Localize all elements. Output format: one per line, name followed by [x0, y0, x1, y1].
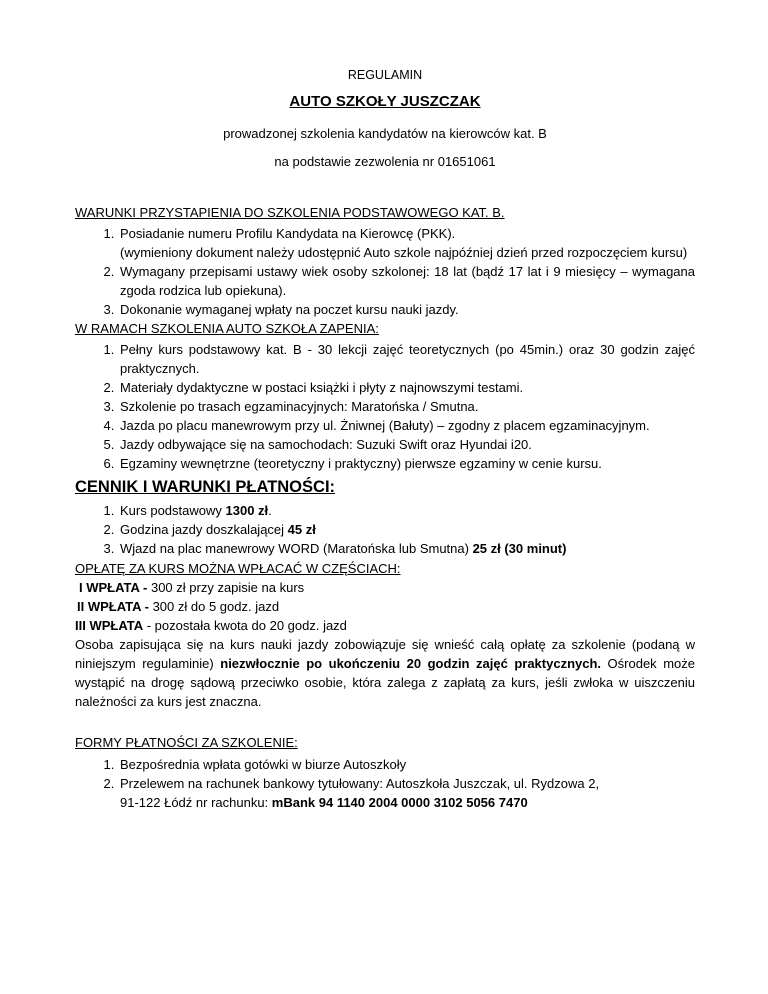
installment-3: [75, 616, 695, 635]
list-item: [118, 520, 695, 539]
installment-text: - pozostała kwota do 20 godz. jazd: [143, 618, 347, 633]
list-item: 2. Materiały dydaktyczne w postaci książki i płyty z najnowszymi testami.: [118, 378, 695, 397]
installment-label: III WPŁATA: [75, 618, 144, 633]
price-label: Wjazd na plac manewrowy WORD (Maratońska lub Smutna): [120, 541, 473, 556]
conditions-list: [75, 224, 695, 319]
installment-2: [75, 597, 695, 616]
condition-note: (wymieniony dokument należy udostępnić Auto szkole najpóźniej dzień przed rozpoczęciem kursu): [120, 245, 688, 260]
condition-text: Posiadanie numeru Profilu Kandydata na Kierowcę (PKK).: [120, 226, 456, 241]
page-title: AUTO SZKOŁY JUSZCZAK: [289, 93, 481, 110]
price-value: 45 zł: [287, 522, 316, 537]
document-page: [75, 0, 695, 812]
provides-list: [75, 340, 695, 473]
installment-1: [75, 578, 695, 597]
transfer-text: 91-122 Łódź nr rachunku:: [120, 795, 272, 810]
transfer-text: Przelewem na rachunek bankowy tytułowany: Autoszkoła Juszczak, ul. Rydzowa 2,: [120, 776, 600, 791]
price-value: 1300 zł: [225, 503, 269, 518]
installment-text: 300 zł do 5 godz. jazd: [152, 599, 280, 614]
bank-account: mBank 94 1140 2004 0000 3102 5056 7470: [271, 795, 528, 810]
installment-label: I WPŁATA -: [79, 580, 151, 595]
list-item: [118, 501, 695, 520]
price-suffix: .: [268, 503, 272, 518]
paragraph-text: Ośrodek może wystąpić na drogę sądową przeciwko osobie, która zalega z zapłatą za kurs, jeśli zwłoka w uiszczeniu należności za kurs jest znaczna.: [75, 656, 695, 709]
list-item: [118, 774, 695, 812]
payment-obligation-paragraph: [75, 635, 695, 711]
price-label: Kurs podstawowy: [120, 503, 226, 518]
price-label: Godzina jazdy doszkalającej: [120, 522, 288, 537]
provides-heading: W RAMACH SZKOLENIA AUTO SZKOŁA ZAPENIA:: [75, 321, 379, 336]
list-item: [118, 224, 695, 262]
installments-heading: OPŁATĘ ZA KURS MOŻNA WPŁACAĆ W CZĘŚCIACH:: [75, 561, 401, 576]
payment-forms-list: [75, 755, 695, 812]
list-item: 1. Pełny kurs podstawowy kat. B - 30 lekcji zajęć teoretycznych (po 45min.) oraz 30 godzin zajęć praktycznych.: [118, 340, 695, 378]
paragraph-text: Osoba zapisująca się na kurs nauki jazdy zobowiązuje się wnieść całą opłatę za szkolenie (podaną w niniejszym regulaminie): [75, 637, 695, 671]
pricing-list: [75, 501, 695, 558]
installment-label: II WPŁATA -: [77, 599, 153, 614]
list-item: 4. Jazda po placu manewrowym przy ul. Żniwnej (Bałuty) – zgodny z placem egzaminacyjnym.: [118, 416, 695, 435]
price-value: 25 zł (30 minut): [472, 541, 567, 556]
installment-text: 300 zł przy zapisie na kurs: [150, 580, 305, 595]
pricing-heading: CENNIK I WARUNKI PŁATNOŚCI:: [75, 478, 336, 496]
list-item: 3. Dokonanie wymaganej wpłaty na poczet kursu nauki jazdy.: [118, 300, 695, 319]
subtitle: prowadzonej szkolenia kandydatów na kierowców kat. B: [223, 126, 547, 141]
list-item: 6. Egzaminy wewnętrzne (teoretyczny i praktyczny) pierwsze egzaminy w cenie kursu.: [118, 454, 695, 473]
doc-label: REGULAMIN: [347, 68, 423, 82]
list-item: 5. Jazdy odbywające się na samochodach: Suzuki Swift oraz Hyundai i20.: [118, 435, 695, 454]
list-item: 3. Szkolenie po trasach egzaminacyjnych: Maratońska / Smutna.: [118, 397, 695, 416]
list-item: 1. Bezpośrednia wpłata gotówki w biurze Autoszkoły: [118, 755, 695, 774]
paragraph-emphasis: niezwłocznie po ukończeniu 20 godzin zajęć praktycznych.: [220, 656, 602, 671]
payment-forms-heading: FORMY PŁATNOŚCI ZA SZKOLENIE:: [75, 735, 298, 750]
list-item: [118, 539, 695, 558]
conditions-heading: WARUNKI PRZYSTAPIENIA DO SZKOLENIA PODSTAWOWEGO KAT. B.: [75, 205, 505, 220]
list-item: 2. Wymagany przepisami ustawy wiek osoby szkolonej: 18 lat (bądź 17 lat i 9 miesięcy – wymagana zgoda rodzica lub opiekuna).: [118, 262, 695, 300]
permit-line: na podstawie zezwolenia nr 01651061: [274, 154, 496, 169]
